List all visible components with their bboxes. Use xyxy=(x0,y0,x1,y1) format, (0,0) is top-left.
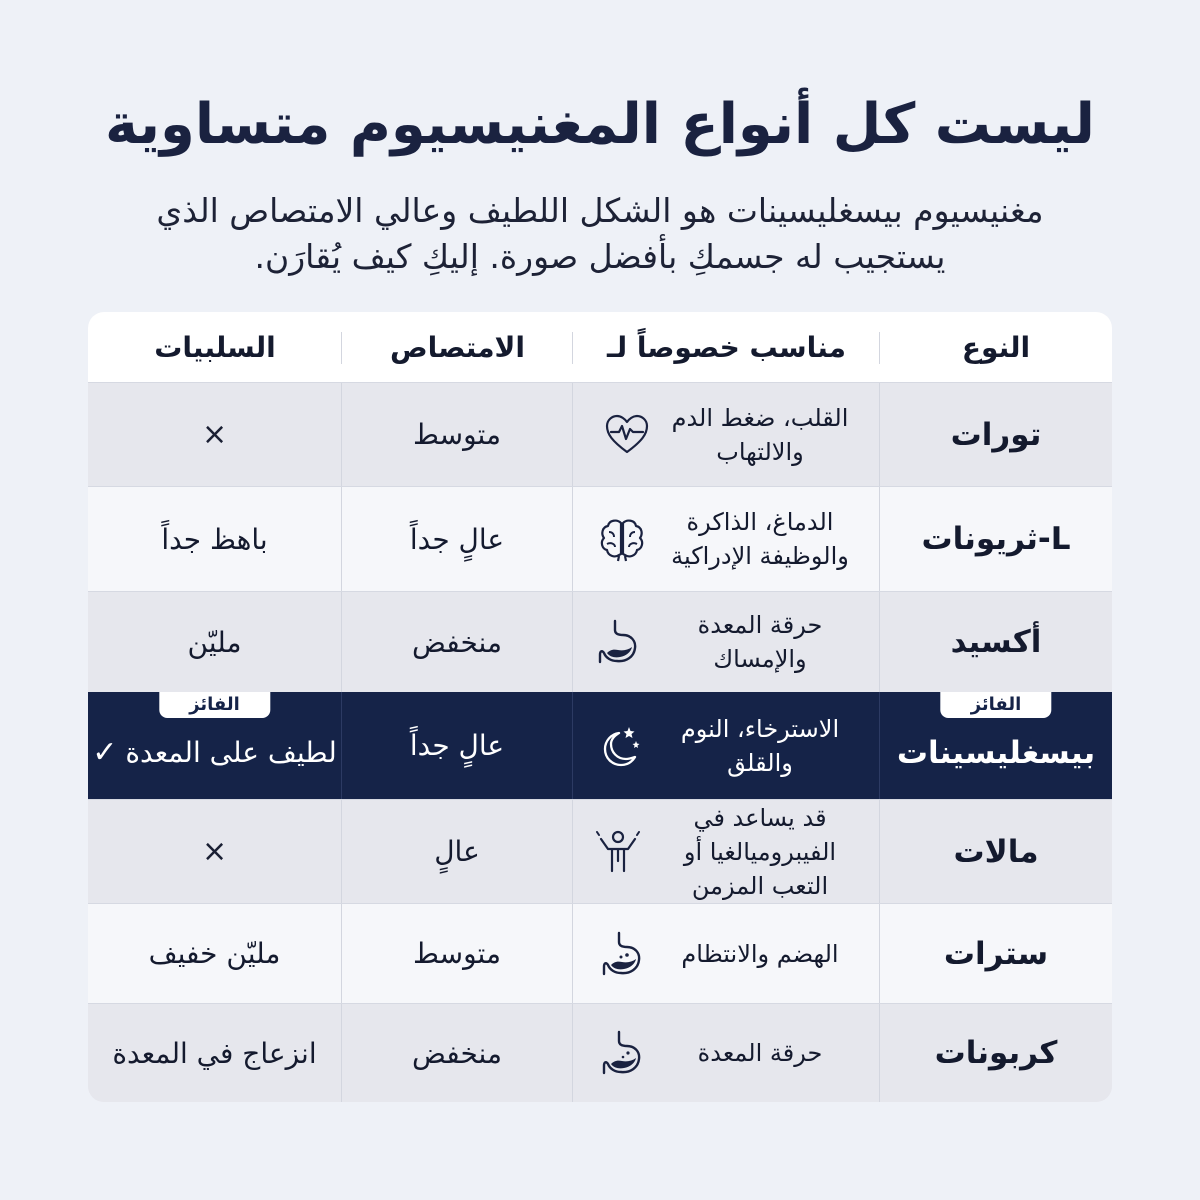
downsides-label: مليّن xyxy=(187,625,242,659)
suitable-label: حرقة المعدة xyxy=(697,1039,823,1067)
winner-badge: الفائز xyxy=(941,692,1052,718)
downsides-cell xyxy=(88,592,342,692)
table-row xyxy=(88,486,1112,591)
table-row xyxy=(88,382,1112,486)
comparison-table xyxy=(88,312,1112,1102)
stomach-icon xyxy=(593,617,643,667)
downsides-label: × xyxy=(201,834,228,869)
downsides-cell xyxy=(88,383,342,486)
suitable-label: الاسترخاء، النوم والقلق xyxy=(680,714,840,777)
downsides-label: مليّن خفيف xyxy=(148,937,281,970)
absorption-cell xyxy=(342,1004,573,1102)
suitable-cell xyxy=(573,692,880,799)
table-row xyxy=(88,799,1112,903)
absorption-label: متوسط xyxy=(413,418,501,451)
type-label: أكسيد xyxy=(950,624,1042,660)
moon-stars-icon xyxy=(593,721,643,771)
table-row-winner xyxy=(88,692,1112,799)
suitable-cell xyxy=(573,1004,880,1102)
header-suitable xyxy=(573,312,880,382)
absorption-cell xyxy=(342,487,573,591)
type-label: سترات xyxy=(943,935,1049,972)
absorption-label: منخفض xyxy=(412,625,502,659)
type-label: L-ثريونات xyxy=(921,521,1071,557)
type-label: تورات xyxy=(950,416,1042,453)
downsides-cell xyxy=(88,692,342,799)
downsides-cell xyxy=(88,487,342,591)
downsides-label: لطيف على المعدة xyxy=(125,736,337,769)
absorption-cell xyxy=(342,904,573,1003)
suitable-cell xyxy=(573,383,880,486)
downsides-cell xyxy=(88,800,342,903)
header-suitable-label: مناسب خصوصاً لـ xyxy=(607,330,846,364)
downsides-label: انزعاج في المعدة xyxy=(112,1036,317,1070)
page-title: ليست كل أنواع المغنيسيوم متساوية xyxy=(105,92,1095,157)
absorption-cell xyxy=(342,383,573,486)
suitable-label: الهضم والانتظام xyxy=(681,939,839,968)
header-absorption-label: الامتصاص xyxy=(390,330,525,364)
downsides-label: × xyxy=(201,417,228,452)
suitable-cell xyxy=(573,904,880,1003)
person-icon xyxy=(593,827,643,877)
type-cell xyxy=(880,487,1112,591)
table-row xyxy=(88,591,1112,692)
heart-pulse-icon xyxy=(602,410,652,460)
table-row xyxy=(88,1003,1112,1102)
suitable-cell xyxy=(573,487,880,591)
header-downsides-label: السلبيات xyxy=(154,330,276,364)
page-subtitle: مغنيسيوم بيسغليسينات هو الشكل اللطيف وعالي الامتصاص الذي يستجيب له جسمكِ بأفضل صورة. إليكِ كيف يُقارَن. xyxy=(156,191,1044,276)
table-header-row xyxy=(88,312,1112,382)
absorption-label: منخفض xyxy=(412,1036,502,1070)
absorption-label: عالٍ جداً xyxy=(409,729,505,762)
type-cell xyxy=(880,592,1112,692)
downsides-cell xyxy=(88,904,342,1003)
type-label: مالات xyxy=(953,833,1039,870)
type-cell xyxy=(880,800,1112,903)
suitable-cell xyxy=(573,592,880,692)
type-cell xyxy=(880,383,1112,486)
type-cell xyxy=(880,1004,1112,1102)
type-cell xyxy=(880,904,1112,1003)
absorption-label: عالٍ xyxy=(434,835,480,868)
absorption-label: متوسط xyxy=(413,937,501,970)
table-row xyxy=(88,903,1112,1003)
brain-icon xyxy=(597,514,647,564)
suitable-label: القلب، ضغط الدم والالتهاب xyxy=(671,403,849,466)
suitable-label: حرقة المعدة والإمساك xyxy=(697,611,823,673)
suitable-cell xyxy=(573,800,880,903)
absorption-cell xyxy=(342,592,573,692)
suitable-label: قد يساعد في الفيبروميالغيا أو التعب المزمن xyxy=(683,803,837,900)
suitable-label: الدماغ، الذاكرة والوظيفة الإدراكية xyxy=(671,508,849,570)
downsides-label: باهظ جداً xyxy=(161,522,268,556)
absorption-cell xyxy=(342,692,573,799)
stomach-icon xyxy=(597,929,647,979)
absorption-label: عالٍ جداً xyxy=(409,522,505,556)
type-label: كربونات xyxy=(934,1035,1058,1071)
header-absorption xyxy=(342,312,573,382)
stomach-icon xyxy=(597,1028,647,1078)
header-downsides xyxy=(88,312,342,382)
downsides-cell xyxy=(88,1004,342,1102)
header-type xyxy=(880,312,1112,382)
winner-badge: الفائز xyxy=(159,692,270,718)
type-label: بيسغليسينات xyxy=(896,734,1096,771)
type-cell xyxy=(880,692,1112,799)
check-icon: ✓ xyxy=(92,735,118,770)
absorption-cell xyxy=(342,800,573,903)
header-type-label: النوع xyxy=(961,330,1031,364)
